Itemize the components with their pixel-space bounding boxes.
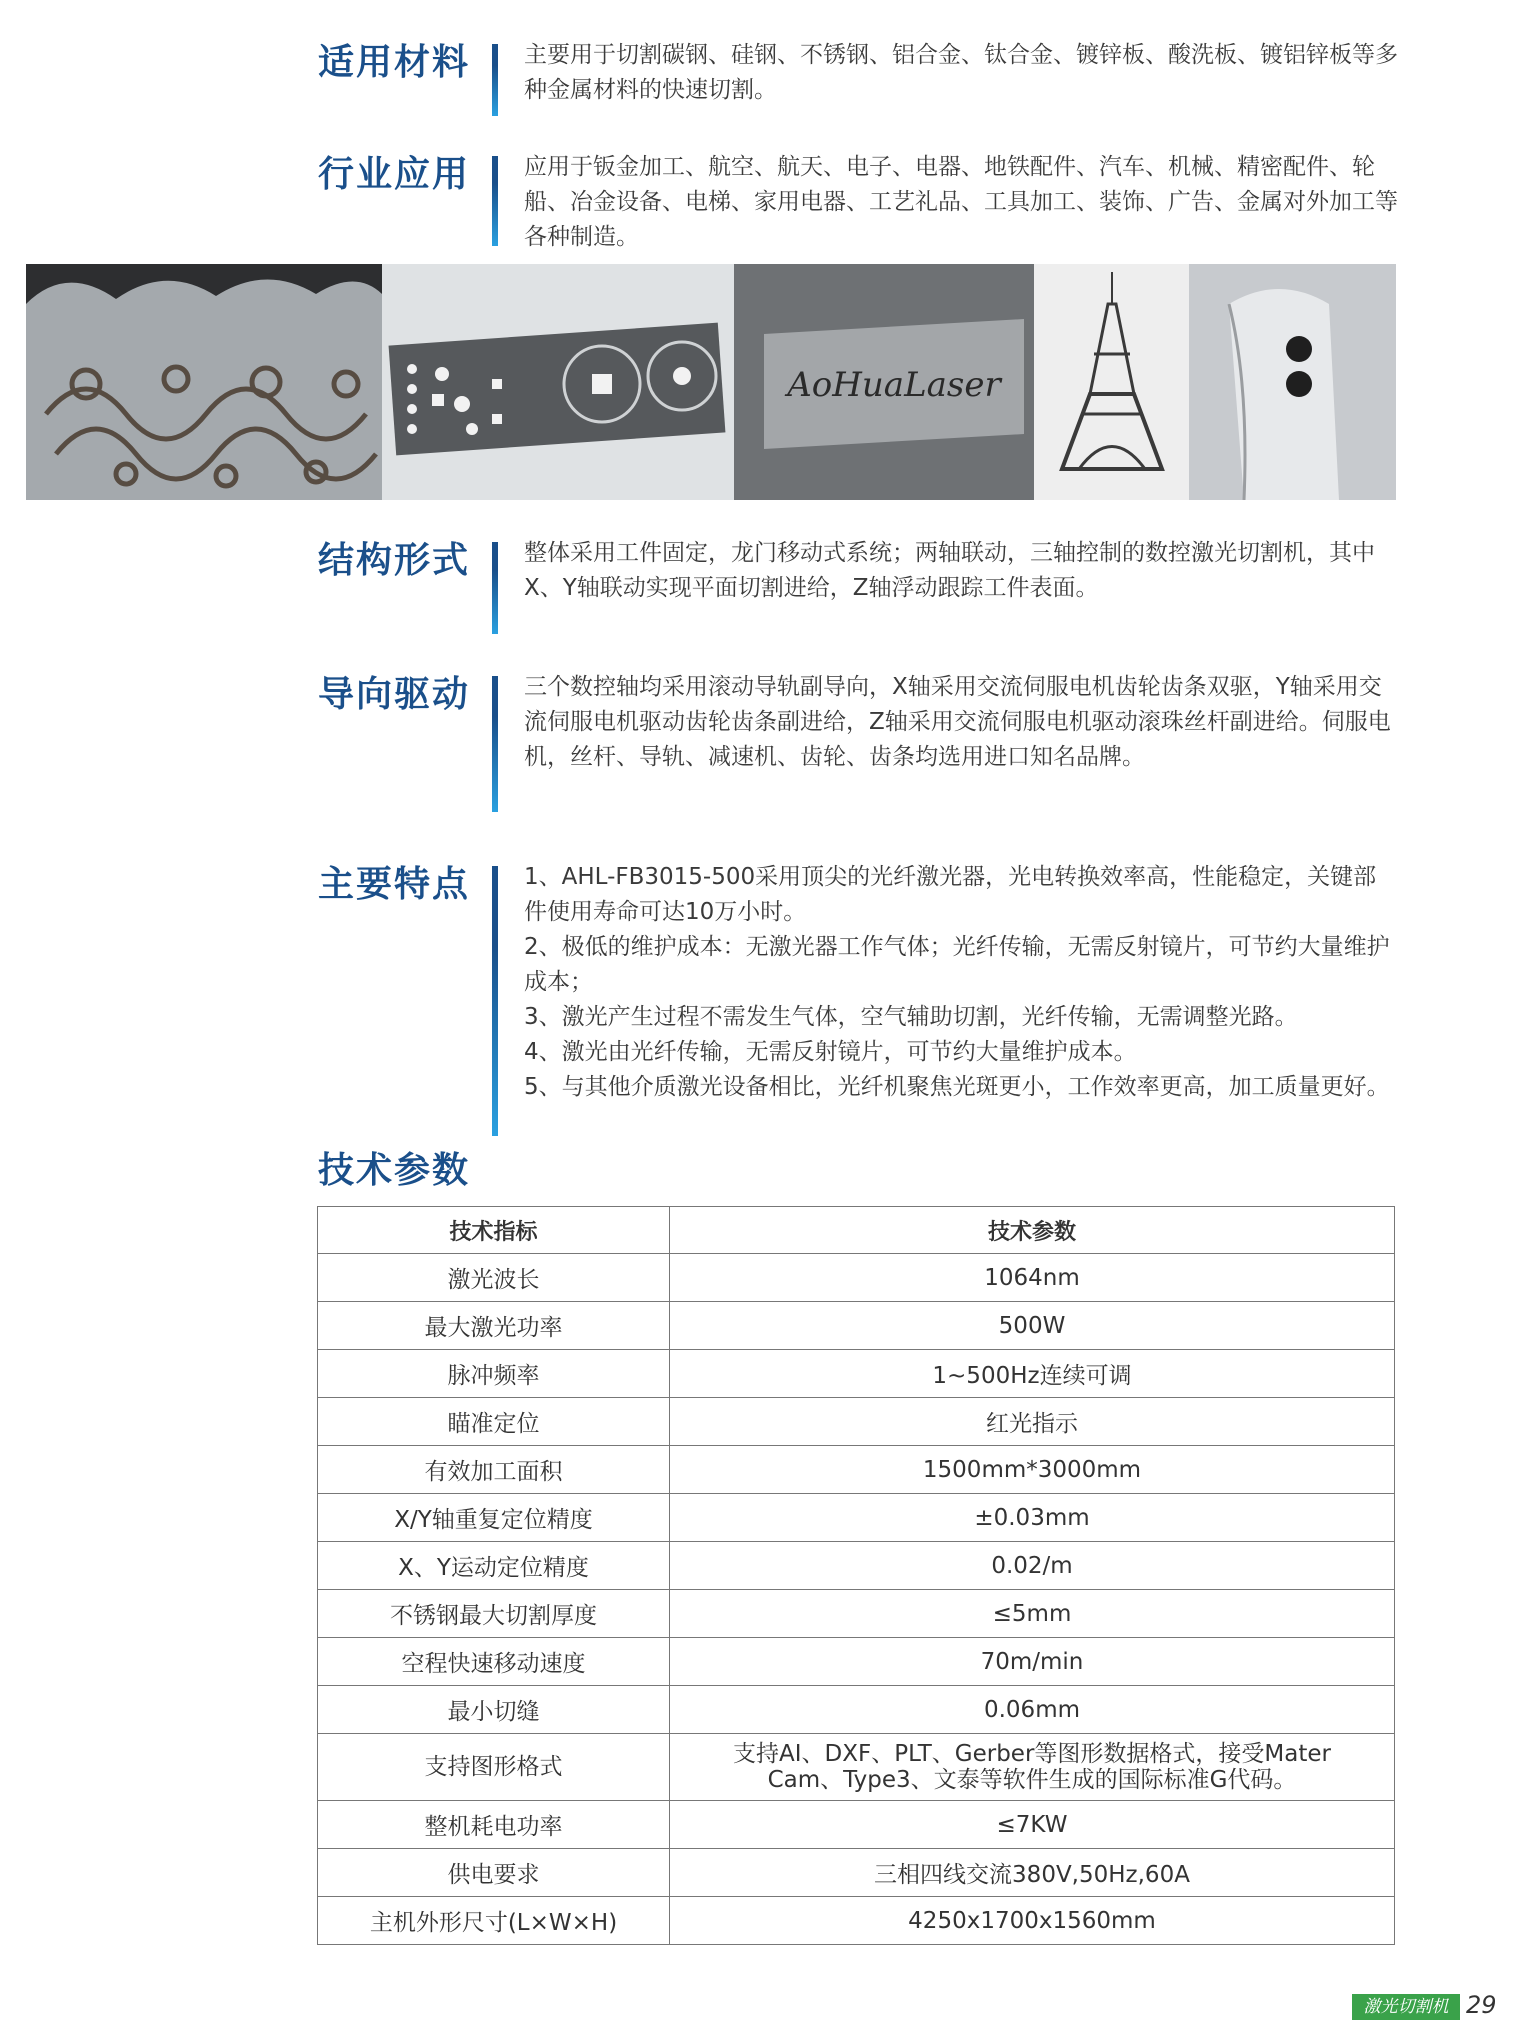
footer-category-tag: 激光切割机 (1352, 1994, 1460, 2020)
param-value: ≤7KW (670, 1801, 1395, 1849)
section-divider (492, 866, 498, 1136)
sample-photos (26, 264, 1396, 500)
section-materials (318, 38, 1398, 118)
table-row (318, 1801, 1395, 1849)
param-name: 最小切缝 (318, 1686, 670, 1734)
table-row (318, 1734, 1395, 1801)
table-row (318, 1638, 1395, 1686)
feature-item: 4、激光由光纤传输，无需反射镜片，可节约大量维护成本。 (524, 1039, 1137, 1065)
section-structure (318, 536, 1398, 632)
photo-eiffel-tower-model (1034, 264, 1189, 500)
table-row (318, 1590, 1395, 1638)
param-name: 脉冲频率 (318, 1350, 670, 1398)
tech-params-title: 技术参数 (318, 1150, 471, 1191)
paragraph: 三个数控轴均采用滚动导轨副导向，X轴采用交流伺服电机齿轮齿条双驱，Y轴采用交流伺服电机驱动齿轮齿条副进给，Z轴采用交流伺服电机驱动滚珠丝杆副进给。伺服电机，丝杆、导轨、减速机、齿轮、齿条均选用进口知名品牌。 (524, 674, 1391, 770)
table-row (318, 1398, 1395, 1446)
param-name: 瞄准定位 (318, 1398, 670, 1446)
param-value: 4250x1700x1560mm (670, 1897, 1395, 1945)
section-text (524, 150, 1399, 255)
section-title: 适用材料 (318, 42, 471, 83)
table-row (318, 1849, 1395, 1897)
param-name: 空程快速移动速度 (318, 1638, 670, 1686)
section-text (524, 38, 1399, 108)
param-name: 支持图形格式 (318, 1734, 670, 1801)
paragraph: 应用于钣金加工、航空、航天、电子、电器、地铁配件、汽车、机械、精密配件、轮船、冶金设备、电梯、家用电器、工艺礼品、工具加工、装饰、广告、金属对外加工等各种制造。 (524, 154, 1398, 250)
feature-item: 1、AHL-FB3015-500采用顶尖的光纤激光器，光电转换效率高，性能稳定，关键部件使用寿命可达10万小时。 (524, 864, 1377, 925)
param-value: 1064nm (670, 1254, 1395, 1302)
param-name: 激光波长 (318, 1254, 670, 1302)
section-text (524, 860, 1399, 1105)
param-name: 不锈钢最大切割厚度 (318, 1590, 670, 1638)
section-divider (492, 676, 498, 812)
section-guidance-drive (318, 670, 1398, 812)
table-row (318, 1686, 1395, 1734)
param-value: ±0.03mm (670, 1494, 1395, 1542)
param-value: 500W (670, 1302, 1395, 1350)
param-name: 整机耗电功率 (318, 1801, 670, 1849)
param-value: 支持AI、DXF、PLT、Gerber等图形数据格式，接受Mater Cam、Type3、文泰等软件生成的国际标准G代码。 (670, 1734, 1395, 1801)
table-row (318, 1350, 1395, 1398)
table-row (318, 1494, 1395, 1542)
photo-bent-tube (1189, 264, 1396, 500)
section-features (318, 860, 1398, 1140)
header-cell-indicator: 技术指标 (318, 1207, 670, 1254)
param-name: 最大激光功率 (318, 1302, 670, 1350)
section-text (524, 670, 1399, 775)
table-row (318, 1897, 1395, 1945)
feature-item: 3、激光产生过程不需发生气体，空气辅助切割，光纤传输，无需调整光路。 (524, 1004, 1298, 1030)
param-value: ≤5mm (670, 1590, 1395, 1638)
param-value: 0.06mm (670, 1686, 1395, 1734)
page-number: 29 (1466, 1991, 1497, 2019)
paragraph: 整体采用工件固定，龙门移动式系统；两轴联动，三轴控制的数控激光切割机，其中X、Y轴联动实现平面切割进给，Z轴浮动跟踪工件表面。 (524, 540, 1375, 601)
table-row (318, 1254, 1395, 1302)
tech-params-table (317, 1206, 1395, 1945)
section-title: 行业应用 (318, 154, 471, 195)
param-name: X、Y运动定位精度 (318, 1542, 670, 1590)
param-value: 0.02/m (670, 1542, 1395, 1590)
section-title: 结构形式 (318, 540, 471, 581)
section-divider (492, 156, 498, 246)
photo-floral-cut-plate (26, 264, 382, 500)
param-value: 70m/min (670, 1638, 1395, 1686)
param-name: 供电要求 (318, 1849, 670, 1897)
section-applications (318, 150, 1398, 250)
table-row (318, 1446, 1395, 1494)
param-value: 1~500Hz连续可调 (670, 1350, 1395, 1398)
section-title: 主要特点 (318, 864, 471, 905)
param-name: X/Y轴重复定位精度 (318, 1494, 670, 1542)
photo-engraved-plate (734, 264, 1034, 500)
section-divider (492, 44, 498, 116)
param-name: 有效加工面积 (318, 1446, 670, 1494)
section-text (524, 536, 1399, 606)
table-header-row (318, 1207, 1395, 1254)
table-row (318, 1302, 1395, 1350)
param-value: 红光指示 (670, 1398, 1395, 1446)
table-row (318, 1542, 1395, 1590)
feature-item: 2、极低的维护成本：无激光器工作气体；光纤传输，无需反射镜片，可节约大量维护成本； (524, 934, 1390, 995)
section-divider (492, 542, 498, 634)
header-cell-value: 技术参数 (670, 1207, 1395, 1254)
param-name: 主机外形尺寸(L×W×H) (318, 1897, 670, 1945)
photo-punched-plate (382, 264, 734, 500)
param-value: 1500mm*3000mm (670, 1446, 1395, 1494)
feature-item: 5、与其他介质激光设备相比，光纤机聚焦光斑更小，工作效率更高，加工质量更好。 (524, 1074, 1390, 1100)
engraved-text: AoHuaLaser (787, 365, 1001, 405)
paragraph: 主要用于切割碳钢、硅钢、不锈钢、铝合金、钛合金、镀锌板、酸洗板、镀铝锌板等多种金属材料的快速切割。 (524, 42, 1398, 103)
param-value: 三相四线交流380V,50Hz,60A (670, 1849, 1395, 1897)
section-title: 导向驱动 (318, 674, 471, 715)
